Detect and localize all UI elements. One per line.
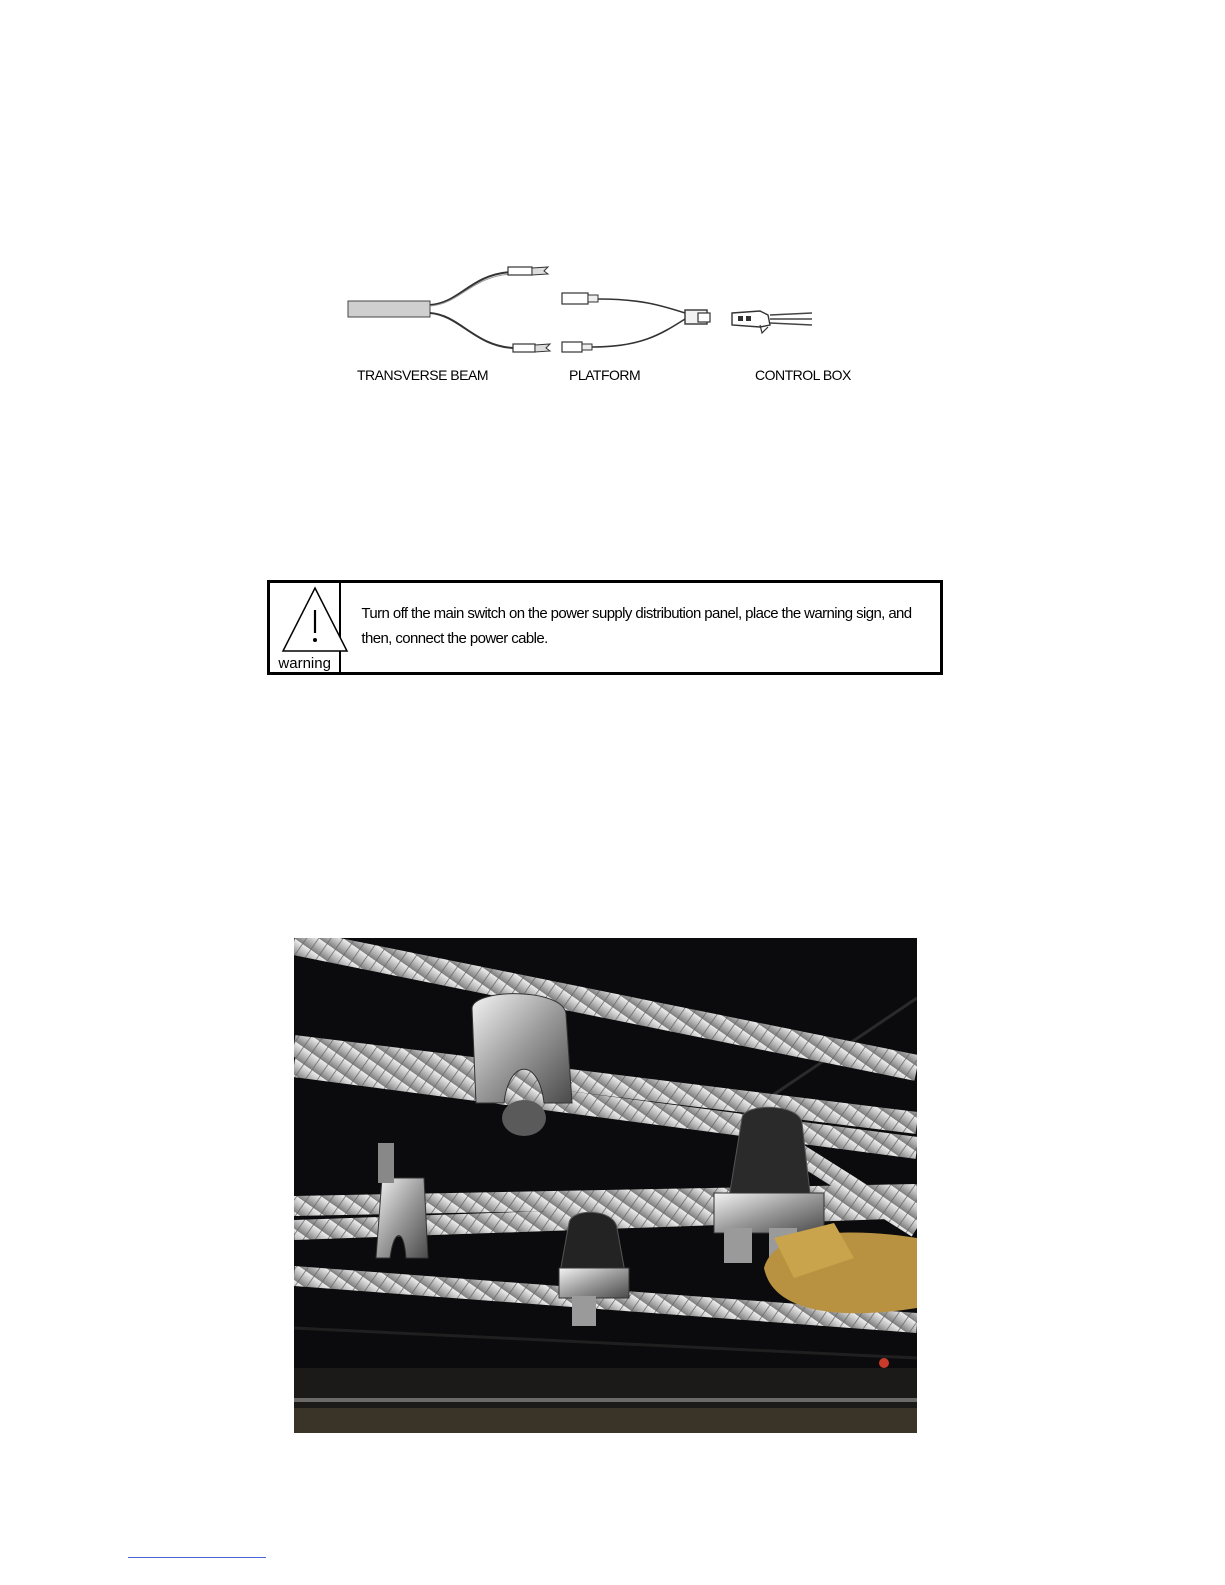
label-platform: PLATFORM	[569, 367, 641, 383]
warning-triangle-icon	[280, 585, 350, 655]
footer-link-underline	[128, 1557, 266, 1558]
warning-label: warning	[278, 655, 331, 672]
cable-diagram-drawing	[340, 255, 880, 365]
warning-text: Turn off the main switch on the power supply distribution panel, place the warning sign, and then, connect the power cable.	[361, 605, 912, 647]
wire-rope-clamps-photo	[294, 938, 917, 1433]
photo-drawing	[294, 938, 917, 1433]
label-transverse-beam: TRANSVERSE BEAM	[357, 367, 488, 383]
label-control-box: CONTROL BOX	[755, 367, 851, 383]
cable-connection-diagram	[340, 255, 880, 395]
warning-icon-cell	[270, 583, 341, 672]
warning-box	[267, 580, 943, 675]
